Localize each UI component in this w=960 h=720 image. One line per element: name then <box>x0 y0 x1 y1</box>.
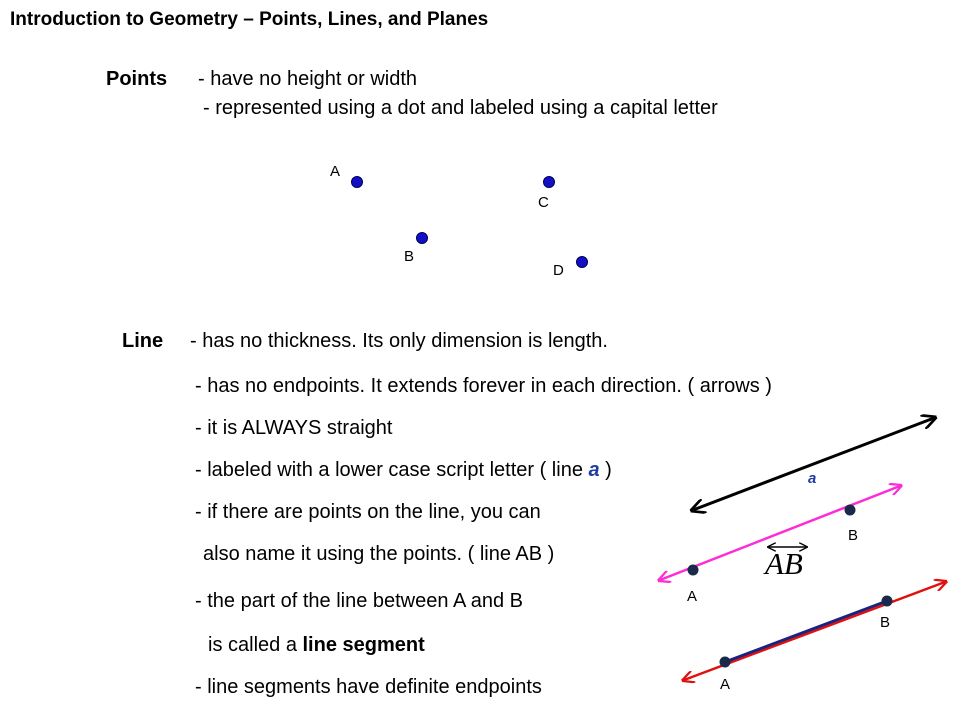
segment-endpoint-b <box>882 596 893 607</box>
point-label-b: B <box>404 248 415 265</box>
line-def-4: - labeled with a lower case script letter ( line a ) <box>195 459 612 481</box>
points-heading: Points <box>106 68 168 90</box>
point-label-a: A <box>330 163 341 180</box>
line-def-5: - if there are points on the line, you can <box>195 501 541 523</box>
line-heading: Line <box>122 330 164 352</box>
line-point-label-b: B <box>848 527 859 544</box>
line-name-label: a <box>808 470 817 487</box>
line-def-6: also name it using the points. ( line AB ) <box>203 543 555 565</box>
points-def-2: - represented using a dot and labeled using a capital letter <box>203 97 718 119</box>
navy-line-segment <box>725 601 887 662</box>
line-def-9: - line segments have definite endpoints <box>195 676 542 698</box>
line-def-2: - has no endpoints. It extends forever in each direction. ( arrows ) <box>195 375 772 397</box>
segment-point-label-b: B <box>880 614 891 631</box>
ab-notation-label: AB <box>765 546 803 581</box>
pink-line-point-b <box>845 505 856 516</box>
pink-line-point-a <box>688 565 699 576</box>
line-def-7: - the part of the line between A and B <box>195 590 524 612</box>
line-def-3: - it is ALWAYS straight <box>195 417 393 439</box>
point-a-dot <box>352 177 363 188</box>
point-b-dot <box>417 233 428 244</box>
line-segment-term: line segment <box>302 634 425 656</box>
point-d-dot <box>577 257 588 268</box>
segment-endpoint-a <box>720 657 731 668</box>
points-def-1: - have no height or width <box>198 68 418 90</box>
point-label-d: D <box>553 262 564 279</box>
black-double-arrow-line <box>693 418 934 510</box>
page-title: Introduction to Geometry – Points, Lines, and Planes <box>10 9 489 30</box>
point-c-dot <box>544 177 555 188</box>
line-def-8: is called a line segment <box>208 634 425 656</box>
line-variable-a: a <box>588 459 600 481</box>
line-def-1: - has no thickness. Its only dimension is length. <box>190 330 608 352</box>
line-point-label-a: A <box>687 588 698 605</box>
point-label-c: C <box>538 194 549 211</box>
segment-point-label-a: A <box>720 676 731 693</box>
